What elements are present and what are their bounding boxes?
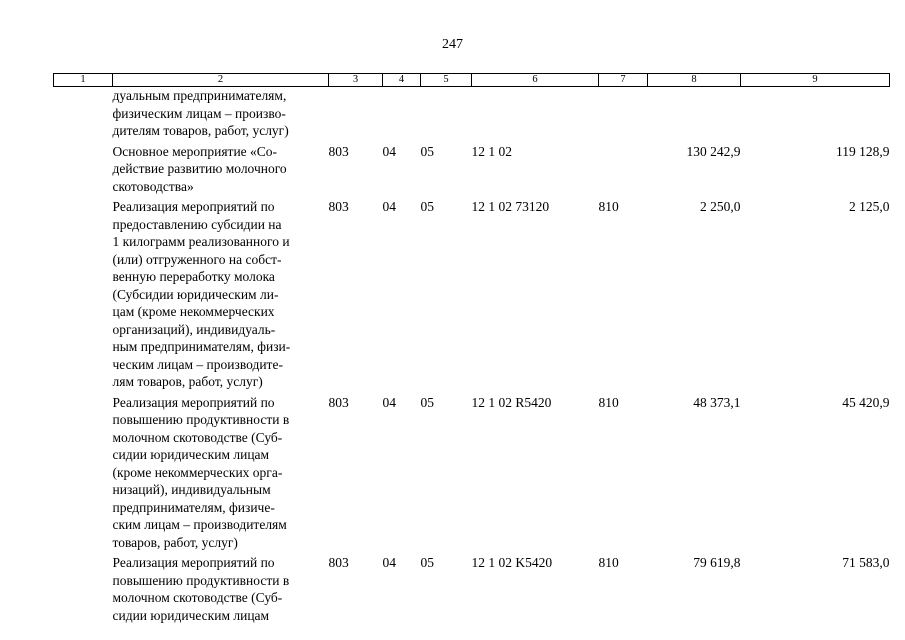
item-name-line: 1 килограмм реализованного и bbox=[112, 234, 290, 249]
cell-target-article: 12 1 02 R5420 bbox=[471, 394, 552, 410]
cell-expense-type bbox=[599, 143, 648, 199]
cell-item-name bbox=[113, 198, 329, 394]
item-name-line: (кроме некоммерческих орга- bbox=[112, 464, 283, 480]
item-name-line: ским лицам – производителям bbox=[112, 517, 287, 532]
column-number-header bbox=[54, 74, 890, 87]
cell-col-1 bbox=[54, 198, 113, 394]
item-name-line: дуальным предпринимателям, bbox=[112, 88, 287, 103]
header-col-2: 2 bbox=[113, 74, 329, 87]
cell-expense-type bbox=[599, 87, 648, 143]
cell-amount-year-2: 45 420,9 bbox=[842, 394, 890, 410]
cell-section-code bbox=[383, 87, 421, 143]
item-name-line: венную переработку молока bbox=[112, 269, 275, 284]
cell-expense-type: 810 bbox=[598, 394, 619, 410]
cell-section-code: 04 bbox=[382, 199, 396, 214]
item-name-line: Реализация мероприятий по bbox=[112, 555, 275, 570]
item-name-line: предпринимателям, физиче- bbox=[112, 499, 275, 515]
cell-amount-year-1: 48 373,1 bbox=[693, 394, 741, 410]
item-name-line: молочном скотоводстве (Суб- bbox=[112, 590, 283, 605]
item-name-line: повышению продуктивности в bbox=[112, 572, 290, 588]
cell-amount-year-1: 2 250,0 bbox=[700, 199, 741, 214]
header-col-9: 9 bbox=[741, 74, 890, 87]
item-name-line: сидии юридическим лицам bbox=[112, 607, 270, 623]
cell-col-1 bbox=[54, 554, 113, 627]
cell-subsection-code bbox=[421, 87, 472, 143]
item-name-line: повышению продуктивности в bbox=[112, 412, 290, 427]
cell-ministry-code: 803 bbox=[328, 143, 349, 159]
item-name-line: цам (кроме некоммерческих bbox=[112, 304, 275, 319]
item-name-line: действие развитию молочного bbox=[112, 161, 287, 176]
cell-ministry-code: 803 bbox=[328, 394, 349, 410]
table-row bbox=[54, 198, 890, 394]
cell-expense-type: 810 bbox=[598, 555, 619, 570]
item-name-line: лям товаров, работ, услуг) bbox=[112, 374, 263, 389]
item-name-line: физическим лицам – произво- bbox=[112, 105, 286, 121]
item-name-line: (Субсидии юридическим ли- bbox=[112, 286, 279, 302]
cell-target-article: 12 1 02 73120 bbox=[471, 199, 550, 214]
item-name-line: низаций), индивидуальным bbox=[112, 482, 271, 497]
cell-col-1 bbox=[54, 87, 113, 143]
header-col-4: 4 bbox=[383, 74, 421, 87]
cell-amount-year-1: 130 242,9 bbox=[686, 143, 741, 159]
cell-target-article bbox=[472, 87, 599, 143]
item-name-line: ным предпринимателям, физи- bbox=[112, 339, 291, 354]
cell-item-name bbox=[113, 394, 329, 555]
table-row bbox=[54, 554, 890, 627]
cell-amount-year-2: 119 128,9 bbox=[836, 143, 890, 159]
cell-subsection-code: 05 bbox=[420, 555, 434, 570]
cell-amount-year-1: 79 619,8 bbox=[693, 555, 741, 570]
cell-subsection-code: 05 bbox=[420, 143, 434, 159]
cell-ministry-code: 803 bbox=[328, 555, 349, 570]
header-col-7: 7 bbox=[599, 74, 648, 87]
header-col-5: 5 bbox=[421, 74, 472, 87]
item-name-line: дителям товаров, работ, услуг) bbox=[112, 123, 289, 138]
budget-table bbox=[53, 73, 890, 627]
item-name-line: сидии юридическим лицам bbox=[112, 447, 270, 462]
cell-amount-year-1 bbox=[648, 87, 741, 143]
item-name-line: скотоводства» bbox=[112, 178, 194, 194]
header-col-3: 3 bbox=[329, 74, 383, 87]
item-name-line: организаций), индивидуаль- bbox=[112, 321, 276, 337]
table-body bbox=[54, 87, 890, 628]
page-number: 247 bbox=[442, 37, 463, 52]
item-name-line: Реализация мероприятий по bbox=[112, 394, 275, 410]
cell-expense-type: 810 bbox=[598, 199, 619, 214]
item-name-line: предоставлению субсидии на bbox=[112, 216, 282, 232]
header-col-1: 1 bbox=[54, 74, 113, 87]
cell-item-name bbox=[113, 87, 329, 143]
item-name-line: товаров, работ, услуг) bbox=[112, 534, 238, 550]
cell-subsection-code: 05 bbox=[420, 199, 434, 214]
header-col-6: 6 bbox=[472, 74, 599, 87]
item-name-line: молочном скотоводстве (Суб- bbox=[112, 429, 283, 445]
cell-item-name bbox=[113, 143, 329, 199]
cell-target-article: 12 1 02 K5420 bbox=[471, 555, 553, 570]
item-name-line: Реализация мероприятий по bbox=[112, 199, 275, 214]
cell-item-name bbox=[113, 554, 329, 627]
table-row bbox=[54, 87, 890, 143]
header-col-8: 8 bbox=[648, 74, 741, 87]
cell-section-code: 04 bbox=[382, 555, 396, 570]
table-row bbox=[54, 143, 890, 199]
cell-section-code: 04 bbox=[382, 143, 396, 159]
cell-amount-year-2: 71 583,0 bbox=[842, 555, 890, 570]
cell-section-code: 04 bbox=[382, 394, 396, 410]
cell-target-article: 12 1 02 bbox=[471, 143, 512, 159]
cell-amount-year-2: 2 125,0 bbox=[849, 199, 890, 214]
cell-col-1 bbox=[54, 394, 113, 555]
table-row bbox=[54, 394, 890, 555]
cell-col-1 bbox=[54, 143, 113, 199]
cell-ministry-code: 803 bbox=[328, 199, 349, 214]
cell-subsection-code: 05 bbox=[420, 394, 434, 410]
item-name-line: ческим лицам – производите- bbox=[112, 356, 283, 372]
item-name-line: Основное мероприятие «Со- bbox=[112, 143, 278, 159]
cell-ministry-code bbox=[329, 87, 383, 143]
cell-amount-year-2 bbox=[741, 87, 890, 143]
item-name-line: (или) отгруженного на собст- bbox=[112, 251, 282, 267]
